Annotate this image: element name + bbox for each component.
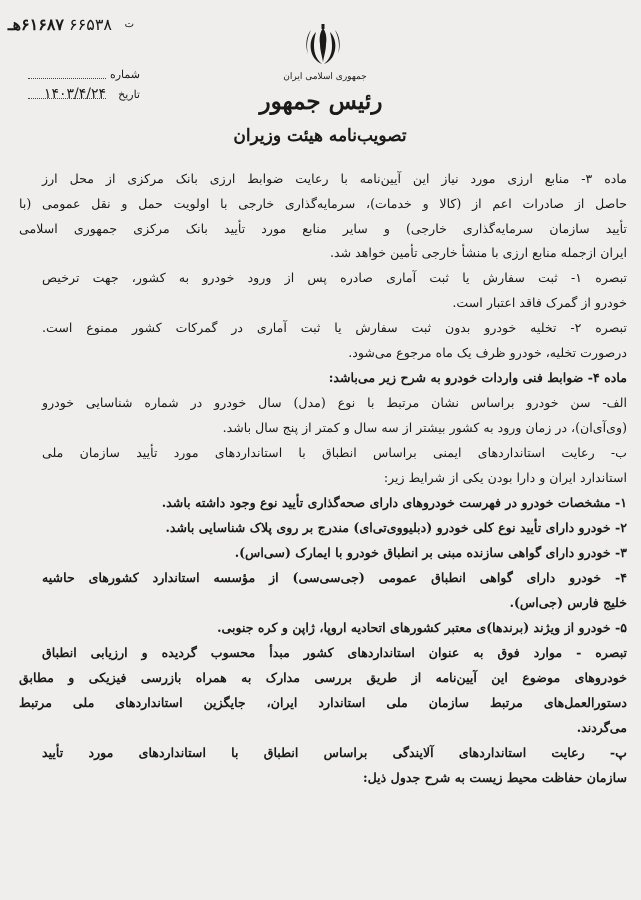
iran-emblem-icon [302,22,344,68]
text-line: درصورت تخلیه، خودرو ظرف یک ماه مرجوع می‌شود. [348,345,627,360]
text-line: سازمان حفاظت محیط زیست به شرح جدول ذیل: [362,770,627,785]
text-line: خودروهای موضوع این آیین‌نامه از طریق بررسی مدارک به همراه بازرسی فیزیکی و مطابق [19,670,627,685]
date-value: ۱۴۰۳/۴/۲۴ [43,86,106,102]
number-field-label: شماره [109,68,140,81]
text-line: الف- سن خودرو براساس نشان مرتبط با نوع (مدل) سال خودرو در شماره شناسایی خودرو [42,395,627,410]
text-line: ۳- خودرو دارای گواهی سازنده مبنی بر انطباق خودرو با ایمارک (سی‌اس). [234,545,627,560]
text-line: ب- رعایت استانداردهای ایمنی براساس انطباق با استانداردهای مورد تأیید سازمان ملی [42,445,627,460]
text-line: پ- رعایت استانداردهای آلایندگی براساس انطباق با استانداردهای مورد تأیید [42,745,627,760]
text-line: ۱- مشخصات خودرو در فهرست خودروهای دارای صحه‌گذاری تأیید نوع وجود داشته باشد. [161,495,627,510]
text-line: ۵- خودرو از ویژند (برندها)ی معتبر کشورهای اتحادیه اروپا، ژاپن و کره جنوبی. [217,620,627,635]
text-line: ۴- خودرو دارای گواهی انطباق عمومی (جی‌سی‌سی) از مؤسسه استاندارد کشورهای حاشیه [42,570,627,585]
text-line: تبصره ۲- تخلیه خودرو بدون ثبت سفارش یا ثبت آماری در گمرکات کشور ممنوع است. [42,320,627,335]
text-line: می‌گردند. [576,720,627,735]
number-prefix: ت [124,19,134,30]
republic-title: جمهوری اسلامی ایران [283,72,367,82]
text-line: خودرو از گمرک فاقد اعتبار است. [452,295,627,310]
text-line: ماده ۴- ضوابط فنی واردات خودرو به شرح زیر می‌باشد: [328,370,627,385]
text-line: دستورالعمل‌های مرتبط سازمان ملی استاندارد ایران، جایگزین استانداردهای ملی مرتبط [19,695,627,710]
text-line: ماده ۳- منابع ارزی مورد نیاز این آیین‌نامه با رعایت ضوابط ارزی بانک مرکزی از محل ارز [42,171,627,186]
text-line: تبصره - موارد فوق به عنوان استانداردهای کشور مبدأ محسوب گردیده و ارزیابی انطباق [42,645,627,660]
decree-number: ۶۶۵۳۸ [69,15,112,34]
text-line: تأیید سازمان سرمایه‌گذاری خارجی) و سایر منابع مورد تأیید بانک مرکزی جمهوری اسلامی [19,221,627,236]
text-line: خلیج فارس (جی‌اس). [509,595,627,610]
date-field [20,86,140,104]
text-line: تبصره ۱- ثبت سفارش یا ثبت آماری صادره پس از ورود خودرو به کشور، جهت ترخیص [42,270,627,285]
text-line: (وی‌آی‌ان)، در زمان ورود به کشور بیشتر از سه سال و کمتر از پنج سال باشد. [222,420,627,435]
number-field [20,66,140,84]
serial-number: ۶۱۶۸۷هـ [7,15,64,34]
date-label: تاریخ [118,88,140,101]
text-line: ایران ازجمله منابع ارزی با منشأ خارجی تأمین خواهد شد. [329,245,627,260]
decree-number-block [7,13,140,37]
number-field-line [28,68,106,79]
text-line: ۲- خودرو دارای تأیید نوع کلی خودرو (دبلیووی‌تی‌ای) مندرج بر روی پلاک شناسایی باشد. [165,520,627,535]
text-line: حاصل از صادرات اعم از (کالا و خدمات)، سرمایه‌گذاری خارجی با اولویت حمل و نقل عمومی (با [19,196,627,211]
president-title: رئیس جمهور [259,88,383,115]
text-line: استاندارد ایران و دارا بودن یکی از شرایط زیر: [383,470,627,485]
cabinet-approval-title: تصویب‌نامه هیئت وزیران [233,126,407,146]
